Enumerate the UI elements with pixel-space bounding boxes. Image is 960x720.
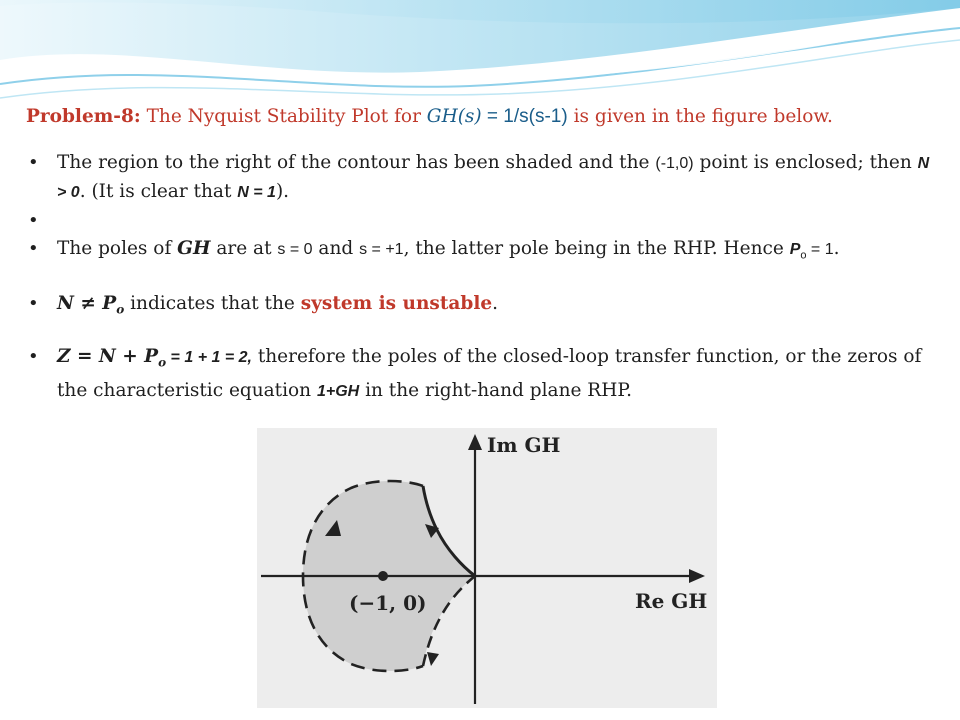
bullet-dot: • (28, 152, 39, 173)
gh-symbol: GH(s) (426, 106, 482, 127)
real-axis-arrow (689, 569, 705, 583)
critical-point-marker (378, 571, 388, 581)
bullet-dot: • (28, 292, 39, 314)
nyquist-plot-figure (257, 428, 717, 708)
re-axis-label: Re GH (635, 589, 708, 613)
nyquist-plot-svg (257, 428, 717, 708)
problem-title: Problem-8: The Nyquist Stability Plot for GH(s) = 1/s(s-1) is given in the figure below. (26, 106, 833, 127)
bullet-list (26, 149, 936, 406)
bullet-region-shaded: • The region to the right of the contour has been shaded and the (-1,0) point is enclosed; then N > 0. (It is clear that N = 1). (26, 149, 936, 207)
decorative-wave-banner (0, 0, 960, 110)
unstable-highlight: system is unstable (300, 292, 493, 314)
slide-content (26, 103, 936, 406)
spacer (26, 270, 936, 290)
im-axis-label: Im GH (487, 433, 561, 457)
bullet-dot: • (28, 346, 39, 368)
spacer (26, 323, 936, 343)
imaginary-axis-arrow (468, 434, 482, 450)
bullet-dot: • (28, 210, 39, 231)
bullet-dot: • (28, 238, 39, 259)
bullet-poles: • The poles of GH are at s = 0 and s = +1, the latter pole being in the RHP. Hence $P_o = 1$. (26, 235, 936, 270)
problem-label: Problem-8: (26, 106, 141, 127)
bullet-zeros: • $Z = N + P_o = 1 + 1 = 2$, therefore the poles of the closed-loop transfer function, or the zeros of the characteristic equation 1+GH in the right-hand plane RHP. (26, 343, 936, 406)
contour-arrow-lower (427, 652, 439, 666)
transfer-function: 1/s(s-1) (503, 106, 568, 127)
bullet-empty (26, 207, 936, 235)
critical-point-label: (−1, 0) (349, 591, 427, 615)
bullet-unstable: • $N \ne P_o$ indicates that the system is unstable. (26, 290, 936, 324)
